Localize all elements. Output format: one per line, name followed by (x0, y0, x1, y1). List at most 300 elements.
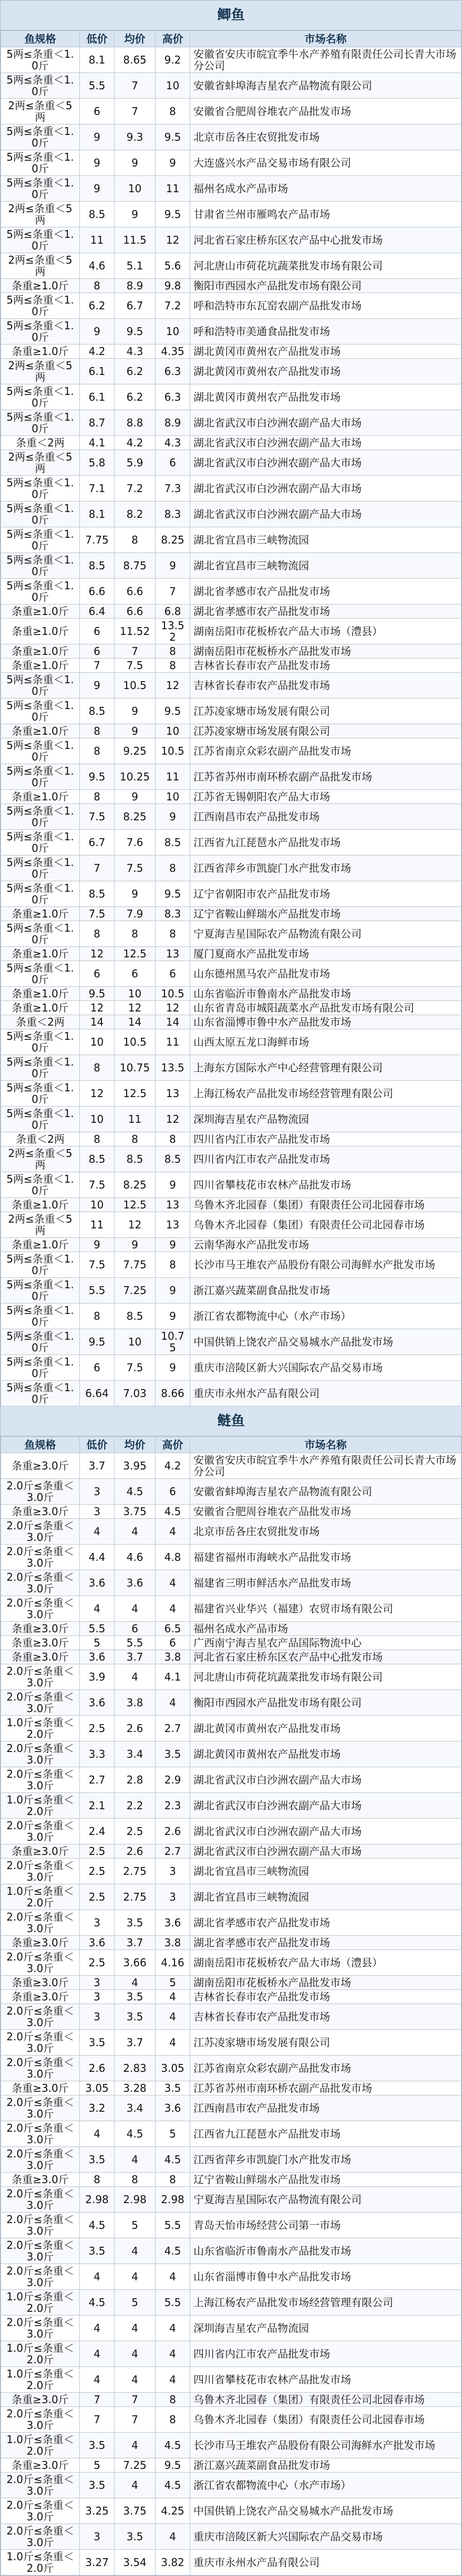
cell-market: 中国供销上饶农产品交易城水产品批发市场 (190, 2498, 461, 2524)
cell-market: 江苏省南京众彩农副产品批发市场 (190, 738, 461, 764)
table-row (1, 1570, 461, 1596)
table-row (1, 99, 461, 124)
cell-low: 5.5 (80, 73, 115, 99)
cell-spec: 1.0斤≤条重＜2.0斤 (1, 2433, 80, 2458)
cell-market: 浙江省农都物流中心（水产市场） (190, 2473, 461, 2498)
cell-market: 江苏省苏州市南环桥农副产品批发市场 (190, 764, 461, 790)
cell-low: 9.5 (80, 1329, 115, 1355)
cell-low: 8 (80, 738, 115, 764)
cell-market: 云南华海水产品批发市场 (190, 1238, 461, 1252)
cell-avg: 4 (115, 2264, 156, 2290)
table-row (1, 1329, 461, 1355)
cell-market: 湖北省孝感市农产品批发市场 (190, 1936, 461, 1950)
table-row (1, 830, 461, 856)
table-row (1, 2264, 461, 2290)
cell-high: 11 (156, 764, 190, 790)
cell-high: 4.5 (156, 1505, 190, 1519)
cell-high: 4 (156, 2030, 190, 2056)
cell-spec: 2.0斤≤条重＜3.0斤 (1, 2264, 80, 2290)
cell-high: 4 (156, 2367, 190, 2393)
cell-market: 四川省内江市农产品批发市场 (190, 2341, 461, 2367)
cell-low: 2.6 (80, 2056, 115, 2081)
cell-low: 7.1 (80, 476, 115, 502)
cell-low: 4 (80, 2264, 115, 2290)
cell-spec: 1.0斤≤条重＜2.0斤 (1, 2550, 80, 2575)
cell-spec: 条重＜2两 (1, 1132, 80, 1146)
table-row (1, 359, 461, 384)
cell-market: 福建省福州市海峡水产品批发市场 (190, 1545, 461, 1570)
cell-spec: 2.0斤≤条重＜3.0斤 (1, 1950, 80, 1976)
table-row (1, 1990, 461, 2004)
cell-spec: 条重＜2两 (1, 1015, 80, 1029)
cell-avg: 9 (115, 881, 156, 907)
cell-low: 7.5 (80, 804, 115, 830)
cell-high: 3.8 (156, 1650, 190, 1664)
cell-high: 10.5 (156, 987, 190, 1001)
cell-avg: 5 (115, 2290, 156, 2316)
table-row (1, 856, 461, 881)
cell-avg: 4 (115, 1976, 156, 1990)
cell-high: 9 (156, 1278, 190, 1303)
cell-avg: 8.75 (115, 553, 156, 579)
cell-avg: 9.3 (115, 124, 156, 150)
cell-avg: 11.52 (115, 619, 156, 644)
cell-spec: 2.0斤≤条重＜3.0斤 (1, 1596, 80, 1622)
cell-spec: 2.0斤≤条重＜3.0斤 (1, 2147, 80, 2173)
table-row (1, 384, 461, 410)
cell-high: 14 (156, 1015, 190, 1029)
cell-high: 5 (156, 2121, 190, 2147)
cell-high: 8.5 (156, 1146, 190, 1172)
cell-avg: 3.75 (115, 1505, 156, 1519)
cell-spec: 2两≤条重＜5两 (1, 202, 80, 227)
table-row (1, 2433, 461, 2458)
table-row (1, 1622, 461, 1636)
cell-market: 河北省石家庄桥东区农产品中心批发市场 (190, 227, 461, 253)
cell-high: 8 (156, 2407, 190, 2433)
cell-low: 9.5 (80, 764, 115, 790)
cell-low: 8.7 (80, 410, 115, 436)
cell-spec: 条重≥1.0斤 (1, 724, 80, 738)
cell-market: 重庆市永州水产品有限公司 (190, 1381, 461, 1406)
cell-high: 6 (156, 450, 190, 476)
table-row (1, 1132, 461, 1146)
cell-high: 5 (156, 1976, 190, 1990)
cell-spec: 5两≤条重＜1.0斤 (1, 1081, 80, 1107)
cell-high: 2.3 (156, 1793, 190, 1819)
cell-high: 3 (156, 1884, 190, 1910)
cell-avg: 3.5 (115, 1910, 156, 1936)
table-row (1, 659, 461, 673)
cell-low: 7.5 (80, 1252, 115, 1278)
cell-market: 福州名成水产品市场 (190, 176, 461, 202)
cell-high: 4 (156, 2341, 190, 2367)
table-row (1, 1767, 461, 1793)
column-header-avg: 均价 (115, 1437, 156, 1453)
cell-market: 厦门夏商水产品批发市场 (190, 947, 461, 961)
cell-market: 江苏凌家塘市场发展有限公司 (190, 2030, 461, 2056)
cell-low: 6 (80, 99, 115, 124)
table-row (1, 881, 461, 907)
cell-high: 3.5 (156, 2081, 190, 2095)
cell-low: 3.5 (80, 2238, 115, 2264)
table-row (1, 319, 461, 345)
cell-high: 8.3 (156, 502, 190, 527)
cell-high: 5.6 (156, 253, 190, 279)
cell-spec: 2两≤条重＜5两 (1, 1146, 80, 1172)
table-row (1, 2056, 461, 2081)
cell-avg: 3.28 (115, 2081, 156, 2095)
cell-high: 4.5 (156, 2473, 190, 2498)
cell-low: 4 (80, 2341, 115, 2367)
table-row (1, 1976, 461, 1990)
cell-spec: 条重≥1.0斤 (1, 1198, 80, 1212)
price-table (1, 30, 461, 1406)
cell-market: 浙江嘉兴蔬菜副食品批发市场 (190, 1278, 461, 1303)
cell-high: 2.6 (156, 1819, 190, 1844)
cell-market: 湖北省宜昌市三峡物流园 (190, 527, 461, 553)
cell-high: 6 (156, 1479, 190, 1505)
cell-spec: 2.0斤≤条重＜3.0斤 (1, 1570, 80, 1596)
cell-market: 呼和浩特市东瓦窑农副产品批发市场 (190, 293, 461, 319)
cell-high: 8.9 (156, 410, 190, 436)
table-row (1, 2367, 461, 2393)
cell-high: 2.7 (156, 1716, 190, 1741)
cell-spec: 2.0斤≤条重＜3.0斤 (1, 1545, 80, 1570)
cell-low: 4 (80, 1596, 115, 1622)
cell-market: 湖南岳阳市花板桥水产品批发市场 (190, 644, 461, 659)
cell-avg: 5 (115, 2213, 156, 2238)
cell-high: 8.5 (156, 830, 190, 856)
cell-low: 5.5 (80, 1278, 115, 1303)
cell-market: 安徽省安庆市皖宜季牛水产养殖有限责任公司长青大市场分公司 (190, 47, 461, 73)
cell-high: 8.25 (156, 527, 190, 553)
cell-market: 甘肃省兰州市雁鸣农产品市场 (190, 202, 461, 227)
table-row (1, 2004, 461, 2030)
cell-market: 重庆市涪陵区新大兴国际农产品交易市场 (190, 2524, 461, 2550)
cell-avg: 7.5 (115, 1355, 156, 1381)
cell-low: 8 (80, 1132, 115, 1146)
cell-avg: 6.7 (115, 293, 156, 319)
cell-spec: 条重≥3.0斤 (1, 2081, 80, 2095)
cell-market: 湖北省武汉市白沙洲农副产品大市场 (190, 476, 461, 502)
cell-high: 2.7 (156, 1844, 190, 1859)
cell-spec: 条重≥1.0斤 (1, 790, 80, 804)
table-row (1, 1107, 461, 1132)
table-row (1, 921, 461, 947)
cell-market: 山西太原五龙口海鲜市场 (190, 1029, 461, 1055)
cell-avg: 4 (115, 2473, 156, 2498)
cell-market: 湖北省宜昌市三峡物流园 (190, 1859, 461, 1884)
cell-low: 11 (80, 1212, 115, 1238)
cell-high: 8 (156, 644, 190, 659)
cell-avg: 4 (115, 1596, 156, 1622)
cell-low: 8 (80, 1303, 115, 1329)
cell-spec: 2两≤条重＜5两 (1, 359, 80, 384)
cell-low: 2.5 (80, 1859, 115, 1884)
cell-avg: 9 (115, 724, 156, 738)
cell-market: 浙江省农都物流中心（水产市场） (190, 1303, 461, 1329)
cell-low: 3.5 (80, 2473, 115, 2498)
table-row (1, 1819, 461, 1844)
cell-avg: 4 (115, 2238, 156, 2264)
cell-market: 江西省萍乡市凯旋门水产批发市场 (190, 2147, 461, 2173)
table-row (1, 1596, 461, 1622)
cell-high: 4 (156, 1596, 190, 1622)
cell-avg: 3.95 (115, 1453, 156, 1479)
cell-spec: 条重≥3.0斤 (1, 2393, 80, 2407)
cell-high: 4 (156, 2316, 190, 2341)
cell-avg: 9.5 (115, 319, 156, 345)
cell-spec: 2两≤条重＜5两 (1, 1212, 80, 1238)
table-row (1, 1146, 461, 1172)
cell-avg: 12.5 (115, 1198, 156, 1212)
cell-market: 湖北省武汉市白沙洲农副产品大市场 (190, 1844, 461, 1859)
table-row (1, 293, 461, 319)
cell-low: 9 (80, 1238, 115, 1252)
cell-avg: 9.25 (115, 738, 156, 764)
cell-market: 北京市岳各庄农贸批发市场 (190, 1519, 461, 1545)
cell-low: 6.4 (80, 604, 115, 619)
cell-high: 10.5 (156, 738, 190, 764)
column-header-market: 市场名称 (190, 1437, 461, 1453)
cell-avg: 4 (115, 2433, 156, 2458)
cell-low: 6 (80, 961, 115, 987)
cell-spec: 条重≥3.0斤 (1, 1636, 80, 1650)
cell-spec: 1.0斤≤条重＜2.0斤 (1, 1793, 80, 1819)
cell-low: 3 (80, 1505, 115, 1519)
cell-spec: 5两≤条重＜1.0斤 (1, 384, 80, 410)
cell-market: 江苏凌家塘市场发展有限公司 (190, 724, 461, 738)
cell-avg: 2.8 (115, 1767, 156, 1793)
cell-avg: 7.25 (115, 1278, 156, 1303)
cell-spec: 1.0斤≤条重＜2.0斤 (1, 2341, 80, 2367)
cell-spec: 1.0斤≤条重＜2.0斤 (1, 1716, 80, 1741)
cell-low: 8 (80, 921, 115, 947)
table-row (1, 436, 461, 450)
cell-spec: 2.0斤≤条重＜3.0斤 (1, 1859, 80, 1884)
cell-low: 3.5 (80, 2433, 115, 2458)
cell-high: 6.3 (156, 384, 190, 410)
section-title: 鲢鱼 (1, 1406, 461, 1436)
cell-spec: 5两≤条重＜1.0斤 (1, 502, 80, 527)
cell-spec: 条重≥3.0斤 (1, 2173, 80, 2187)
table-row (1, 804, 461, 830)
cell-spec: 5两≤条重＜1.0斤 (1, 881, 80, 907)
cell-low: 9 (80, 124, 115, 150)
cell-high: 5.5 (156, 2290, 190, 2316)
cell-market: 上海东方国际水产中心经营管理有限公司 (190, 1055, 461, 1081)
cell-market: 上海江杨农产品批发市场经营管理有限公司 (190, 2290, 461, 2316)
column-header-market: 市场名称 (190, 31, 461, 47)
cell-spec: 5两≤条重＜1.0斤 (1, 1329, 80, 1355)
cell-low: 8.5 (80, 698, 115, 724)
cell-high: 8 (156, 1252, 190, 1278)
cell-high: 3.6 (156, 2095, 190, 2121)
cell-market: 湖北省孝感市农产品批发市场 (190, 579, 461, 604)
cell-low: 6.64 (80, 1381, 115, 1406)
cell-low: 9 (80, 150, 115, 176)
cell-low: 4 (80, 1519, 115, 1545)
column-header-high: 高价 (156, 31, 190, 47)
table-row (1, 1172, 461, 1198)
cell-spec: 5两≤条重＜1.0斤 (1, 764, 80, 790)
cell-low: 4 (80, 2121, 115, 2147)
cell-market: 吉林省长春市农产品批发市场 (190, 1990, 461, 2004)
table-row (1, 2498, 461, 2524)
cell-avg: 10.25 (115, 764, 156, 790)
cell-avg: 5.9 (115, 450, 156, 476)
cell-market: 山东省临沂市鲁南水产品批发市场 (190, 987, 461, 1001)
cell-low: 2.1 (80, 1793, 115, 1819)
table-row (1, 947, 461, 961)
cell-low: 2.5 (80, 1844, 115, 1859)
table-header-row (1, 31, 461, 47)
cell-low: 6 (80, 619, 115, 644)
cell-market: 中国供销上饶农产品交易城水产品批发市场 (190, 1329, 461, 1355)
table-row (1, 724, 461, 738)
cell-market: 湖北黄冈市黄州农产品批发市场 (190, 1741, 461, 1767)
cell-low: 3.3 (80, 1741, 115, 1767)
cell-spec: 5两≤条重＜1.0斤 (1, 1303, 80, 1329)
cell-low: 7.5 (80, 1172, 115, 1198)
cell-low: 6.1 (80, 359, 115, 384)
cell-market: 山东省淄博市鲁中水产品批发市场 (190, 2264, 461, 2290)
cell-high: 8.66 (156, 1381, 190, 1406)
table-row (1, 790, 461, 804)
table-row (1, 907, 461, 921)
table-row (1, 764, 461, 790)
cell-avg: 10 (115, 176, 156, 202)
cell-market: 长沙市马王堆农产品股份有限公司海鲜水产批发市场 (190, 2433, 461, 2458)
cell-avg: 3.8 (115, 1690, 156, 1716)
cell-spec: 2.0斤≤条重＜3.0斤 (1, 1910, 80, 1936)
cell-high: 4 (156, 2264, 190, 2290)
cell-market: 湖北省武汉市白沙洲农副产品大市场 (190, 1793, 461, 1819)
cell-avg: 9 (115, 698, 156, 724)
cell-avg: 8.9 (115, 279, 156, 293)
cell-avg: 3.4 (115, 2095, 156, 2121)
cell-spec: 条重≥3.0斤 (1, 1650, 80, 1664)
cell-low: 7 (80, 659, 115, 673)
cell-spec: 2.0斤≤条重＜3.0斤 (1, 2095, 80, 2121)
cell-low: 10 (80, 1029, 115, 1055)
cell-low: 8 (80, 1055, 115, 1081)
cell-spec: 2.0斤≤条重＜3.0斤 (1, 1479, 80, 1505)
cell-spec: 2两≤条重＜5两 (1, 253, 80, 279)
cell-low: 3 (80, 2004, 115, 2030)
cell-avg: 5.5 (115, 1636, 156, 1650)
cell-avg: 11.5 (115, 227, 156, 253)
cell-high: 12 (156, 1107, 190, 1132)
cell-spec: 2.0斤≤条重＜3.0斤 (1, 2238, 80, 2264)
cell-market: 福建省兴业华兴（福建）农贸市场有限公司 (190, 1596, 461, 1622)
cell-high: 9 (156, 804, 190, 830)
table-row (1, 1278, 461, 1303)
table-row (1, 1741, 461, 1767)
cell-high: 10 (156, 790, 190, 804)
table-row (1, 47, 461, 73)
cell-spec: 2.0斤≤条重＜3.0斤 (1, 1767, 80, 1793)
table-row (1, 1716, 461, 1741)
cell-low: 2.98 (80, 2187, 115, 2213)
cell-market: 江苏省无锡朝阳农产品大市场 (190, 790, 461, 804)
cell-avg: 8 (115, 2173, 156, 2187)
cell-spec: 条重≥1.0斤 (1, 907, 80, 921)
cell-spec: 条重≥3.0斤 (1, 1936, 80, 1950)
cell-spec: 5两≤条重＜1.0斤 (1, 1355, 80, 1381)
cell-low: 9.5 (80, 987, 115, 1001)
cell-high: 7.2 (156, 293, 190, 319)
cell-low: 4.2 (80, 345, 115, 359)
cell-low: 3.7 (80, 1453, 115, 1479)
cell-market: 重庆市涪陵区新大兴国际农产品交易市场 (190, 1355, 461, 1381)
cell-spec: 5两≤条重＜1.0斤 (1, 527, 80, 553)
cell-spec: 2.0斤≤条重＜3.0斤 (1, 1519, 80, 1545)
cell-low: 12 (80, 1001, 115, 1015)
section-title: 鲫鱼 (1, 1, 461, 30)
cell-high: 4 (156, 2004, 190, 2030)
table-row (1, 450, 461, 476)
cell-spec: 条重≥1.0斤 (1, 619, 80, 644)
cell-low: 3 (80, 1910, 115, 1936)
cell-high: 9 (156, 1303, 190, 1329)
cell-spec: 2.0斤≤条重＜3.0斤 (1, 1819, 80, 1844)
cell-high: 8.3 (156, 907, 190, 921)
cell-spec: 条重≥1.0斤 (1, 659, 80, 673)
cell-high: 13 (156, 1198, 190, 1212)
cell-market: 广西南宁海吉星农产品国际物流中心 (190, 1636, 461, 1650)
cell-avg: 4.5 (115, 2121, 156, 2147)
cell-market: 安徽省蚌埠海吉星农产品物流有限公司 (190, 1479, 461, 1505)
cell-high: 6 (156, 1636, 190, 1650)
cell-spec: 条重≥3.0斤 (1, 1453, 80, 1479)
table-row (1, 1015, 461, 1029)
cell-market: 四川省攀枝花市农林产品批发市场 (190, 2367, 461, 2393)
table-row (1, 1664, 461, 1690)
cell-avg: 8.5 (115, 1303, 156, 1329)
cell-avg: 3.4 (115, 1741, 156, 1767)
cell-low: 6.6 (80, 579, 115, 604)
cell-high: 4 (156, 2524, 190, 2550)
cell-low: 8 (80, 279, 115, 293)
cell-market: 吉林省长春市农产品批发市场 (190, 673, 461, 698)
cell-avg: 14 (115, 1015, 156, 1029)
cell-spec: 条重≥1.0斤 (1, 604, 80, 619)
cell-low: 12 (80, 1081, 115, 1107)
cell-market: 湖北省宜昌市三峡物流园 (190, 1884, 461, 1910)
cell-market: 安徽省合肥周谷堆农产品批发市场 (190, 1505, 461, 1519)
cell-market: 乌鲁木齐北园春（集团）有限责任公司北园春市场 (190, 2393, 461, 2407)
table-row (1, 961, 461, 987)
cell-high: 8 (156, 99, 190, 124)
cell-avg: 3.5 (115, 2524, 156, 2550)
table-row (1, 1001, 461, 1015)
cell-market: 安徽省蚌埠海吉星农产品物流有限公司 (190, 73, 461, 99)
cell-low: 3 (80, 1976, 115, 1990)
cell-avg: 3.66 (115, 1950, 156, 1976)
cell-market: 衡阳市西园水产品批发市场有限公司 (190, 1690, 461, 1716)
cell-avg: 6 (115, 1622, 156, 1636)
cell-high: 4.25 (156, 2498, 190, 2524)
cell-avg: 7.5 (115, 856, 156, 881)
table-row (1, 202, 461, 227)
cell-high: 4.5 (156, 2147, 190, 2173)
cell-high: 4.5 (156, 2238, 190, 2264)
cell-avg: 6.2 (115, 384, 156, 410)
cell-avg: 2.5 (115, 1819, 156, 1844)
cell-spec: 条重≥3.0斤 (1, 1976, 80, 1990)
